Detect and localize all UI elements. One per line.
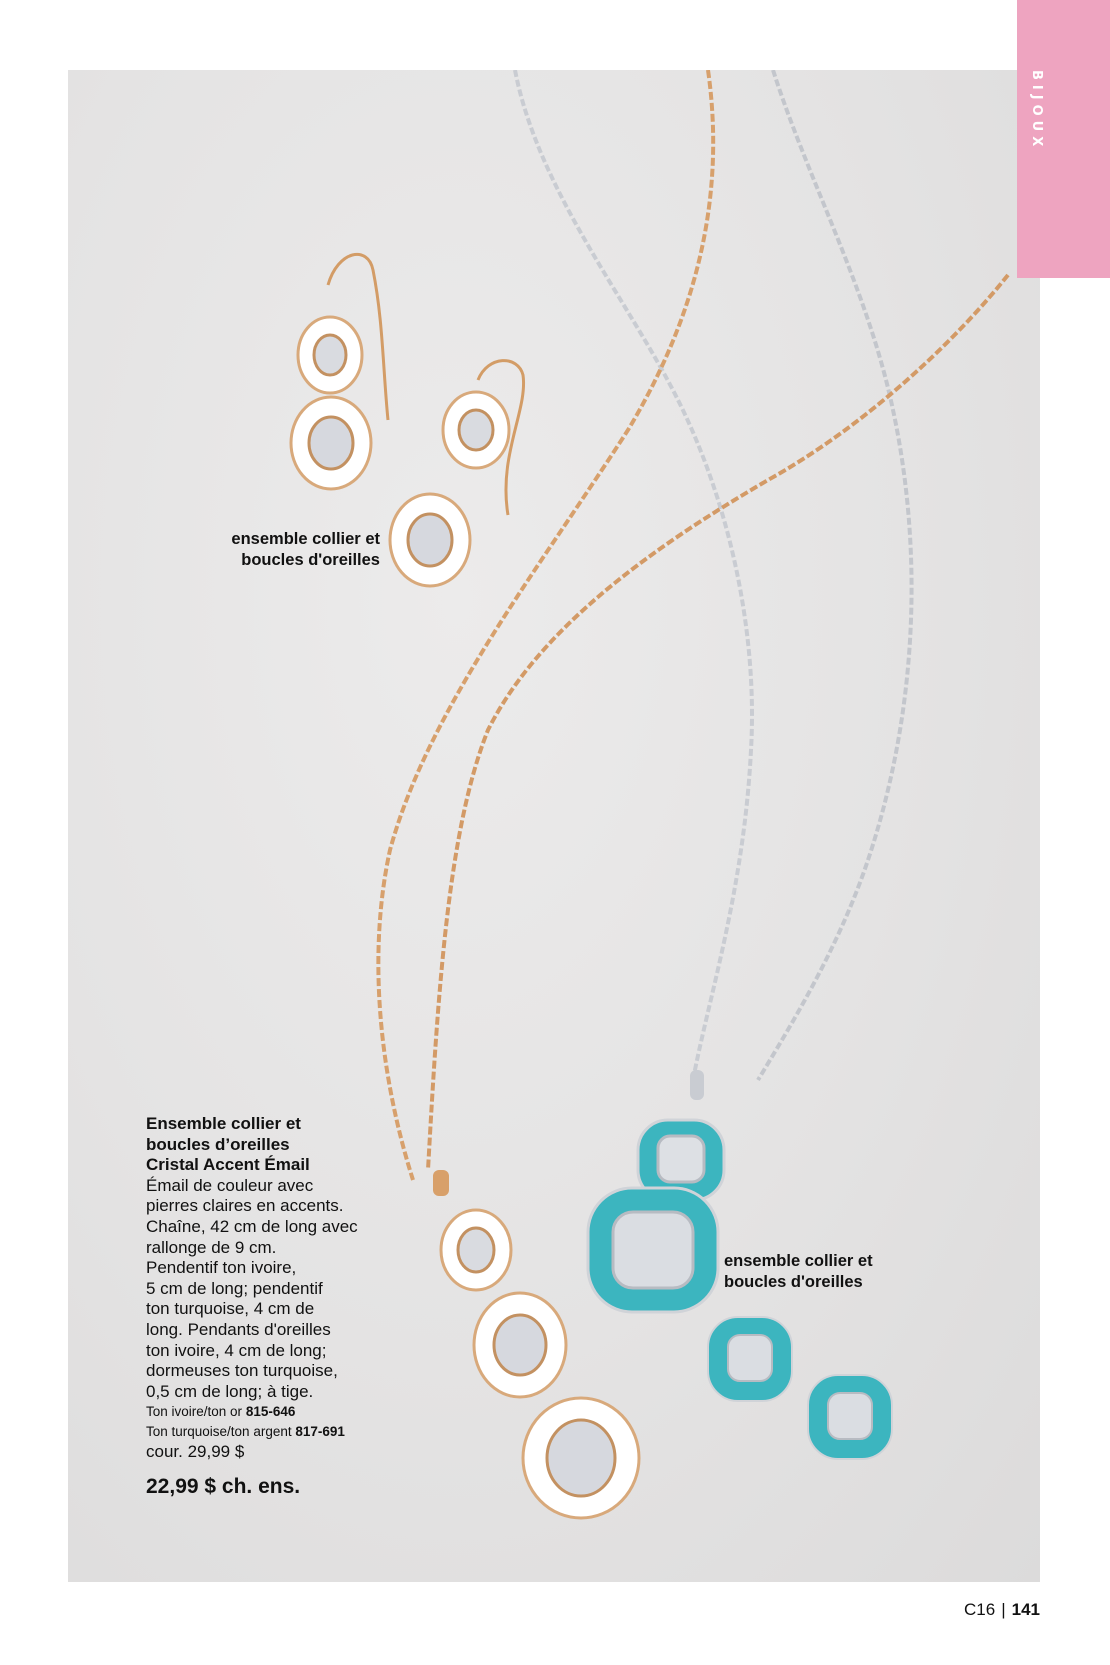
regular-price: cour. 29,99 $	[146, 1442, 245, 1462]
turquoise-stud-right	[808, 1375, 892, 1459]
silver-chain-right-strand	[758, 70, 912, 1080]
ivory-earring-right	[390, 361, 524, 586]
variant-label: Ton ivoire/ton or	[146, 1404, 243, 1420]
detail-line: Pendentif ton ivoire,	[146, 1258, 297, 1278]
variant-turquoise	[146, 1422, 406, 1442]
detail-line: long. Pendants d'oreilles	[146, 1319, 331, 1339]
page-folio	[964, 1600, 1040, 1620]
product-title-line: Cristal Accent Émail	[146, 1155, 310, 1175]
page-number: 141	[1011, 1600, 1040, 1619]
detail-line: dormeuses ton turquoise,	[146, 1361, 338, 1381]
turquoise-stud-left	[708, 1317, 792, 1401]
caption-line: ensemble collier et	[231, 530, 380, 548]
section-tab-label: BIJOUX	[1029, 70, 1044, 152]
variant-label: Ton turquoise/ton argent	[146, 1423, 292, 1439]
detail-line: ton turquoise, 4 cm de	[146, 1299, 315, 1319]
detail-line: rallonge de 9 cm.	[146, 1237, 277, 1257]
product-title-line: Ensemble collier et	[146, 1114, 301, 1133]
detail-line: 5 cm de long; pendentif	[146, 1278, 323, 1298]
variant-ivory	[146, 1402, 406, 1422]
detail-line: Émail de couleur avec	[146, 1175, 314, 1195]
caption-earrings	[190, 529, 380, 571]
product-title-line: boucles d’oreilles	[146, 1134, 290, 1154]
detail-line: 0,5 cm de long; à tige.	[146, 1381, 314, 1401]
gold-chain-left-strand	[378, 70, 713, 1180]
product-title	[146, 1114, 406, 1176]
detail-line: Chaîne, 42 cm de long avec	[146, 1216, 358, 1236]
gold-chain-right-strand	[428, 275, 1008, 1170]
turquoise-pendant	[588, 1070, 724, 1312]
catalog-code: C16	[964, 1600, 996, 1619]
folio-separator: |	[1001, 1600, 1006, 1619]
caption-line: boucles d'oreilles	[241, 551, 380, 569]
product-details	[146, 1176, 406, 1403]
caption-line: ensemble collier et	[724, 1252, 873, 1270]
variant-code: 817-691	[295, 1423, 345, 1439]
detail-line: pierres claires en accents.	[146, 1196, 344, 1216]
sale-price: 22,99 $ ch. ens.	[146, 1475, 301, 1499]
variant-code: 815-646	[245, 1404, 296, 1420]
silver-chain-left-strand	[515, 70, 752, 1080]
ivory-earring-left	[291, 254, 388, 489]
product-description	[146, 1114, 406, 1500]
caption-turquoise-set	[724, 1251, 924, 1293]
detail-line: ton ivoire, 4 cm de long;	[146, 1340, 327, 1360]
caption-line: boucles d'oreilles	[724, 1273, 863, 1291]
